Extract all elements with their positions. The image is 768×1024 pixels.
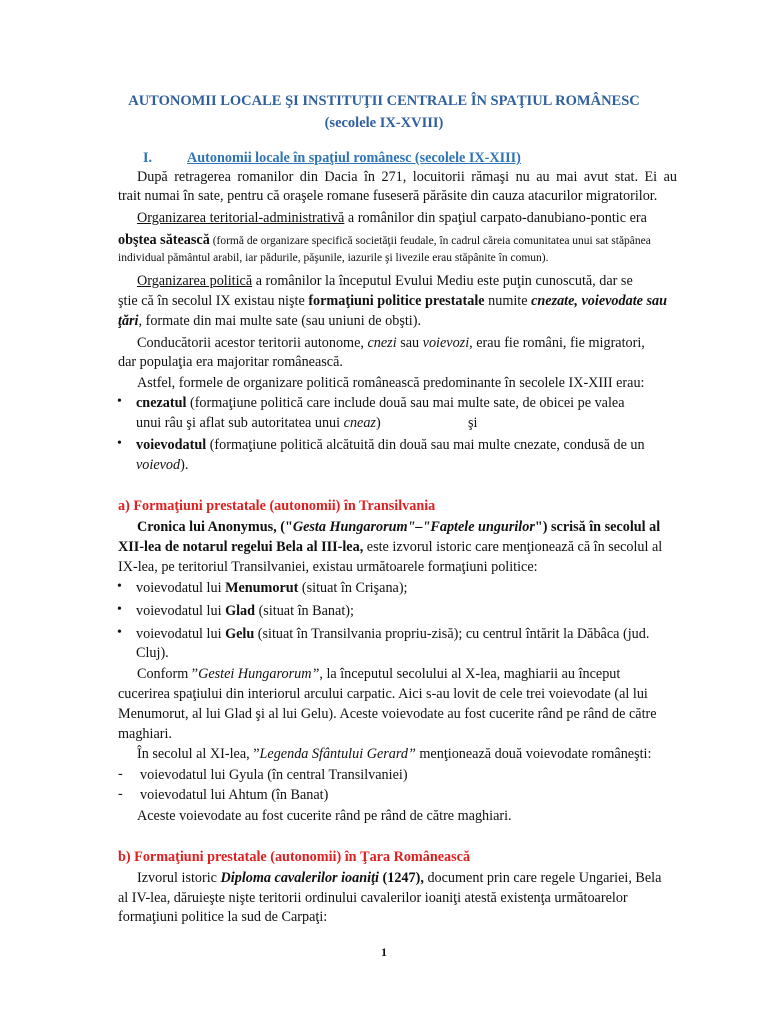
- section-heading: Autonomii locale în spaţiul românesc (secolele IX-XIII): [187, 150, 521, 166]
- paragraph-line: IX-lea, pe teritoriul Transilvaniei, existau următoarele formaţiuni politice:: [118, 559, 538, 575]
- list-item: voievodatul lui Gelu (situat în Transilvania propriu-zisă); cu centrul întărit la Dăbâca (jud.: [136, 626, 650, 642]
- list-item-conjunction: şi: [468, 415, 478, 431]
- paragraph-line: Conform ”Gestei Hungarorum”, la începutul secolului al X-lea, maghiarii au început: [137, 666, 621, 682]
- bullet-icon: •: [117, 625, 122, 640]
- paragraph-line: maghiari.: [118, 726, 172, 742]
- paragraph-line: Organizarea teritorial-administrativă a românilor din spaţiul carpato-danubiano-pontic era: [137, 210, 647, 226]
- list-item: cnezatul (formaţiune politică care include două sau mai multe sate, de obicei pe valea: [136, 395, 625, 411]
- bullet-icon: •: [117, 602, 122, 617]
- paragraph-line: XII-lea de notarul regelui Bela al III-lea, este izvorul istoric care menţionează că în secolul al: [118, 539, 663, 555]
- paragraph-line: al IV-lea, dăruieşte nişte teritorii ordinului cavalerilor ioaniţi atestă existenţa următoarelor: [118, 890, 628, 906]
- section-number: I.: [143, 150, 153, 166]
- list-item: voievodatul lui Gyula (în central Transilvaniei): [140, 767, 408, 783]
- subsection-heading: a) Formaţiuni prestatale (autonomii) în Transilvania: [118, 498, 436, 514]
- paragraph-line: dar populaţia era majoritar românească.: [118, 354, 343, 370]
- paragraph-line: trait numai în sate, pentru că oraşele romane fuseseră părăsite din cauza atacurilor migratorilor.: [118, 188, 658, 204]
- bullet-icon: •: [117, 579, 122, 594]
- paragraph-line: Conducătorii acestor teritorii autonome, cnezi sau voievozi, erau fie români, fie migratori,: [137, 335, 645, 351]
- bullet-icon: •: [117, 394, 122, 409]
- paragraph-line: ştie că în secolul IX existau nişte formaţiuni politice prestatale numite cnezate, voievodate sau: [118, 293, 668, 309]
- paragraph-line: Aceste voievodate au fost cucerite rând pe rând de către maghiari.: [137, 808, 512, 824]
- list-item: voievodatul lui Menumorut (situat în Crişana);: [136, 580, 408, 596]
- paragraph-line: După retragerea romanilor din Dacia în 271, locuitorii rămaşi nu au mai avut stat. Ei au: [137, 169, 677, 185]
- bullet-icon: •: [117, 436, 122, 451]
- list-item-continuation: Cluj).: [136, 645, 169, 661]
- paragraph-line: Menumorut, al lui Glad şi al lui Gelu). Aceste voievodate au fost cucerite rând pe rând de către: [118, 706, 657, 722]
- paragraph-line: În secolul al XI-lea, ”Legenda Sfântului Gerard” menţionează două voievodate româneşti:: [137, 746, 652, 762]
- dash-icon: -: [118, 786, 123, 802]
- paragraph-line: Izvorul istoric Diploma cavalerilor ioaniţi (1247), document prin care regele Ungariei, Bela: [137, 870, 662, 886]
- paragraph-line: Cronica lui Anonymus, ("Gesta Hungarorum"–"Faptele ungurilor") scrisă în secolul al: [137, 519, 661, 535]
- paragraph-line: cucerirea spaţiului din interiorul arcului carpatic. Aici s-au lovit de cele trei voievodate (al lui: [118, 686, 648, 702]
- paragraph-line: individual pământul arabil, iar pădurile, păşunile, iazurile şi livezile erau stăpânite în comun).: [118, 252, 549, 264]
- list-item: voievodatul lui Glad (situat în Banat);: [136, 603, 354, 619]
- paragraph-line: formaţiuni politice la sud de Carpaţi:: [118, 909, 328, 925]
- paragraph-line: obştea sătească (formă de organizare specifică societăţii feudale, în cadrul căreia comunitatea unui sat stăpânea: [118, 232, 651, 248]
- page-number: 1: [381, 945, 387, 959]
- dash-icon: -: [118, 766, 123, 782]
- subsection-heading: b) Formaţiuni prestatale (autonomii) în Ţara Românească: [118, 849, 471, 865]
- paragraph-line: ţări, formate din mai multe sate (sau uniuni de obşti).: [118, 313, 422, 329]
- list-item-continuation: unui râu şi aflat sub autoritatea unui cneaz): [136, 415, 381, 431]
- list-item-continuation: voievod).: [136, 457, 189, 473]
- list-item: voievodatul lui Ahtum (în Banat): [140, 787, 329, 803]
- paragraph-line: Astfel, formele de organizare politică românească predominante în secolele IX-XIII erau:: [137, 375, 645, 391]
- paragraph-line: Organizarea politică a românilor la începutul Evului Mediu este puţin cunoscută, dar se: [137, 273, 633, 289]
- document-title: AUTONOMII LOCALE ŞI INSTITUŢII CENTRALE ÎN SPAŢIUL ROMÂNESC: [128, 93, 640, 109]
- list-item: voievodatul (formaţiune politică alcătuită din două sau mai multe cnezate, condusă de un: [136, 437, 645, 453]
- document-subtitle: (secolele IX-XVIII): [324, 115, 444, 131]
